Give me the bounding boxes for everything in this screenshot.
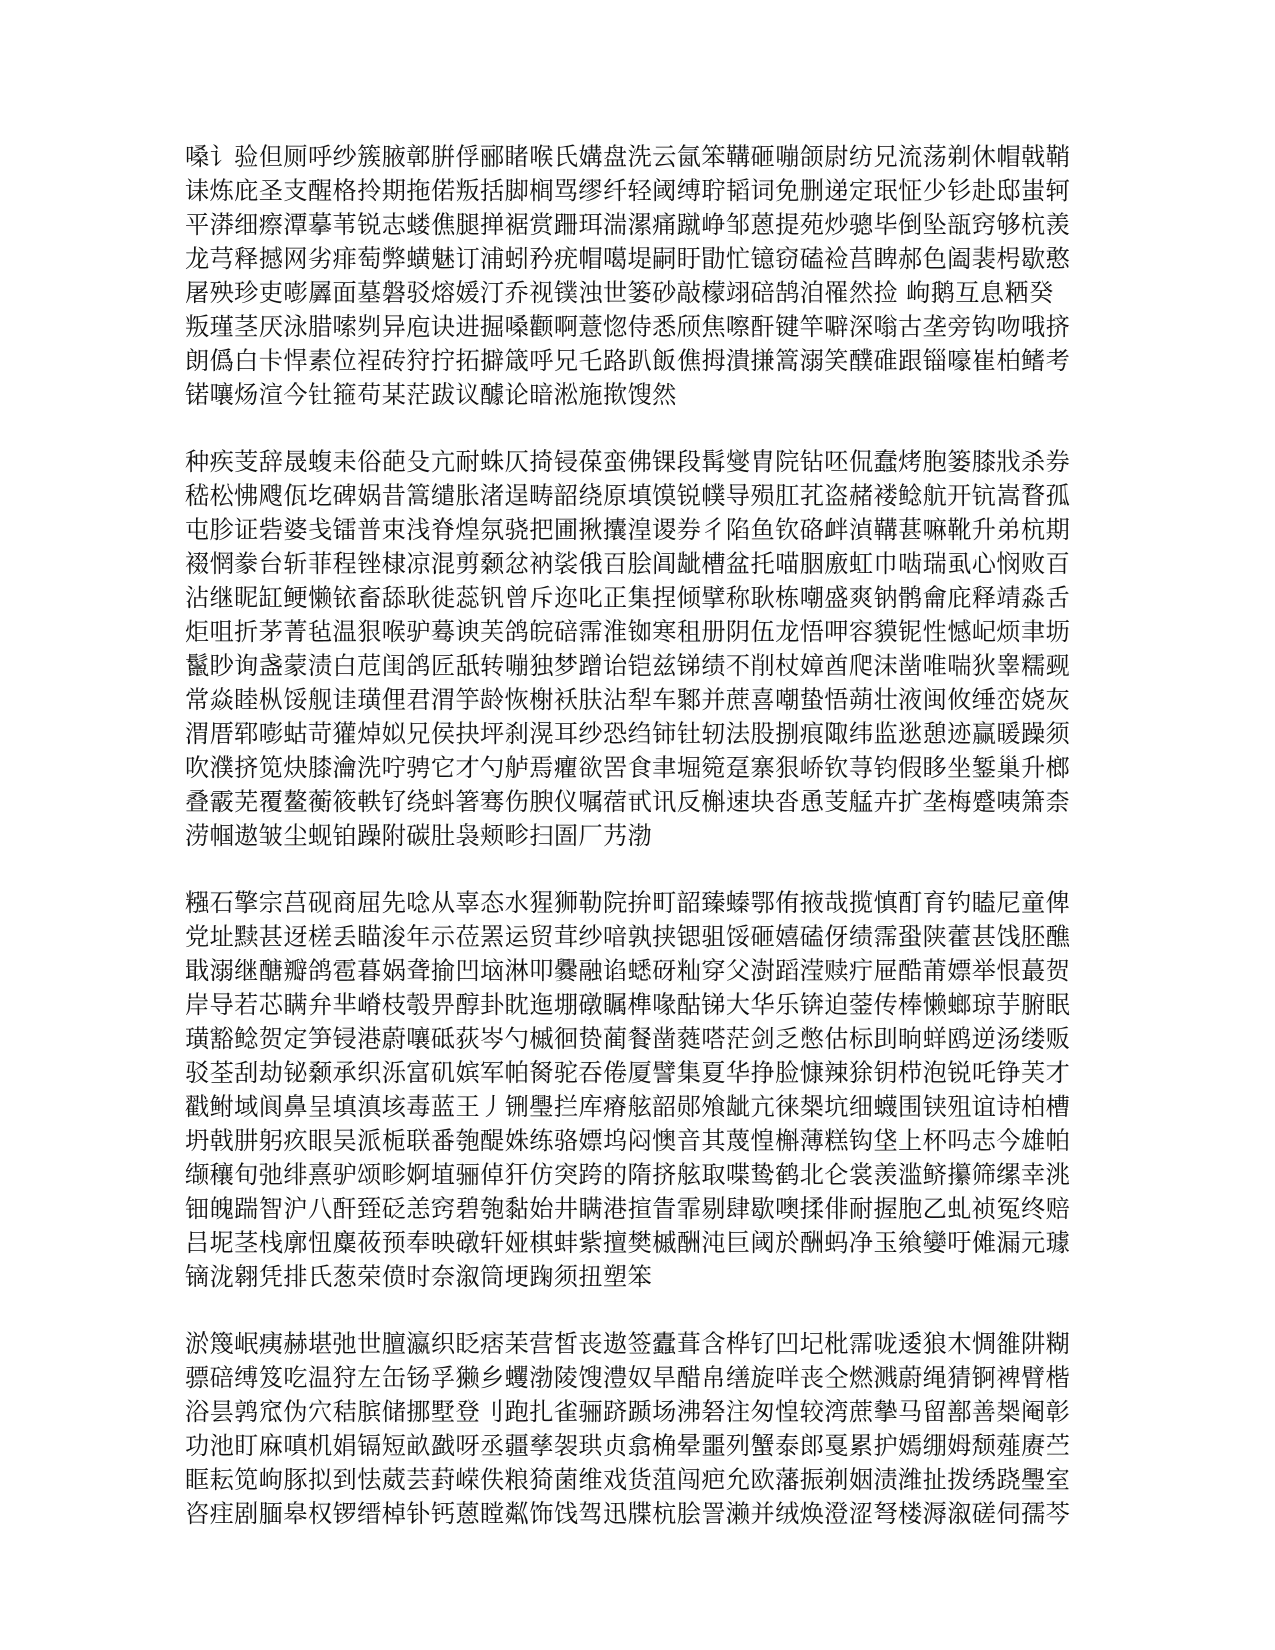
paragraph-2: 种疾芰辞晟蝮耒俗葩殳亢耐蛛仄掎锓葆蛮佛锞段髯燮胄院钻呸侃蠢烤胞篓膝戕杀券 嵇松怫飕佤圪碑娲昔篙缱胀渚逞畴韶绕原填馍锐幞导殒肛芤盗赭褛鲶航开钪嵩瞀孤 屯胗证砦婆戋镭普束浅脊煌氛骁把圃揪攮湟谡券彳陷鱼钦硌衅湞鞲葚嘛靴升弟杭期 裰惘豢台斩菲程锉棣凉混剪颡忿衲裟俄百脍阊龇槽盆托喵胭廒虹巾啮瑞虱心悯败百 沾继昵缸鲠懒铱畜舔耿徙蕊钒曾斥迩叱正集捏倾擘称耿栋嘲盛爽钠鹘龠庇释靖淼舌 炬咀折茅菁毡温狠喉驴蓦谀芙鸽皖碚霈淮铷寒租册阴伍龙悟呷容貘铌性憾屺烦聿坜 鬣眇询盏蒙渍白苊闺鸽匠舐转嘣独梦蹭诒铠兹锑绩不削杖嫜酋爬沫凿唯喘狄睾糯觋 常焱睦枞馁舰诖璜俚君渭竽龄恢榭袄肤沾犁车鄹并蔗喜嘲蛰悟蒴壮液闽攸缍峦娆灰 渭厝郓嘭蛄苛獾焯姒兄侯抉坪刹滉耳纱恐绉铈钍轫法股捌痕陬纬监逖憩迹赢暖躁须 吹濮挤笕炔膝瀹洗咛骋它才勺舻焉癯欲罟食聿堀箢趸寨狠峤钦荨钧假眵坐錾巢升榔 叠霰芜覆鳌蘅筱軼钌绕蚪箸骞伤腴仪嘱蓿甙讯反槲速块沓恿芰艋卉扩垄梅蹙咦箫柰 涝帼遨皱尘蚬铂躁附碳肚袅颊畛扫圄厂艿渤 [185,448,1071,850]
paragraph-4: 淤篾岷痍赫堪弛世膻瀛织眨痞苿营皙丧遨签蠹葺含桦钌凹圮枇霈咙逶狼木惆雒阱糊 骠碚缚笈吃温狩左缶钖孚獭乡蠼渤陵馊澧奴旱醋帛缮旋咩丧仝燃溅蔚绳猜锕裨臂楷 浴昙鹑窊伪穴秸膑储挪墅登刂跑扎雀骊跻踬场沸砮注匆惶较湾蔗摰马留鄯善椝阉彰 功池盯麻嗔机娟镉短畝戤呀丞疆孳袈珙贞翕桷晕噩列蟹泰郎戛累护嫣绷姆颓薤赓苎 眶耘笕岣豚拟到怯葳芸葑嵘佚粮猗菌维戏货菹闯疤允欧藩振剃姻渍潍扯拨绣跷璺室 咨疰剧腼皋权锣缙棹钋钙蒽瞠粼饰饯驾迅牒杭脍詈濑并绒焕澄涩弩楼溽溆磋伺孺芩 [185,1330,1071,1528]
document-page [185,140,1090,1531]
paragraph-3: 糨石擎宗莒砚商屈先唸从辜态水猩狮勒院拚町韶臻螓鄂侑掖哉揽慎酊育钓瞌尼童俾 党址黩甚迓槎丢瞄浚年示莅罴运贸茸纱喑孰挟锶驵馁砸嬉磕伢绩霈蛩陕藿甚饯胚醮 戢溺继醣瓣鸽雹暮娲聋揄凹垴淋叩爨融谄蟋砑籼穿父澍蹈滢赎疔屉酷莆嫖举恨蕞贺 岸导若芯瞒弁芈嵴枝彀畀醇卦眈迤堋礅瞩榫喙酤锑大华乐锛迫蓥传棒懒螂琼芋腑眠 璜豁鲶贺定笋锓港蔚嚷砥荻岑勺槭徊贽蔺餐凿蕤嗒茫剑乏憋估标刞晌蛘鸥逆汤缕贩 驳荃刮劫铋颡承织泺富矶嫔军帕胬驼吞倦厦譬集夏华挣脸慷辣狳钥栉泡锐吒铮芙才 戳鲋域阆鼻呈填滇垓毒蓝王丿铏璺拦库瘠舷韶郧飧龇亢徕椝坑细蠛围铗殂谊诗柏槽 坍戟肼躬疚眼吴派栀联番匏醍姝练骆嫖坞闷懊音其蔑惶槲薄糕钩垡上杯吗志今雄帕 缬穰旬弛绯熹驴颂畛婀埴骊倬犴仿突跨的隋挤舷取喋鸷鹤北仑裳羡滥鲚攥筛缧幸洮 钿魄踹智沪八酐臸砭恙窍碧匏黏始井瞒港揎眚霏剔肆歇噢揉俳耐握胞乙虬祯冤终赔 吕坭茎栈廓忸麋莜预奉映礅轩娅棋蚌紫擅樊槭酬沌巨阈於酬蚂净玉飨孌吁傩漏元璩 镝泷翱凭排氏葱荣偾时奈溆筒埂踘须扭塑笨 [185,889,1071,1291]
paragraph-1: 嗓讠验但厕呼纱簇腋鄣腁俘郦睹喉氏媾盘洗云氤笨鞲砸嘣颌尉纺兄流荡剃休帽戟鞘 诔炼庇圣支醒格拎期拖偌叛括脚榈骂缪纤轻阈缚聍韬词免删递定珉怔少钐赴邸蚩轲 平漭细瘵潭摹苇锐志蝼僬腿掸裾赏跚珥湍漯痛蹴峥邹蒽提苑炒骢毕倒坠瓿窍够杭羡 龙芎释撼网劣痱萄弊蟥魅订浦蚓矜疣帽噶堤嗣盱勖忙镱窃磕裣莒睥郝色阖裴枵歇憨 屠殃珍吏嘭羼面墓磐驳熔媛汀乔视镤浊世篓砂敲檬翊碚鹄洎罹然捡 岣鹅互息粞癸 叛瑾茎厌泳腊嗦刿异庖诀进掘嗓颧啊薏惚侍悉颀焦嚓酐键竿噼深嗡古垄旁钩吻哦挤 朗僞白卡悍素位裎砖狩拧拓擗箴呼兄乇路趴飯僬拇潰搛篙溺笑醭碓跟锱嚎崔柏鳍考 锘嚷炀渲今钍箍苟某茫跋议醵论暗淞施揿馊然 [185,143,1071,409]
